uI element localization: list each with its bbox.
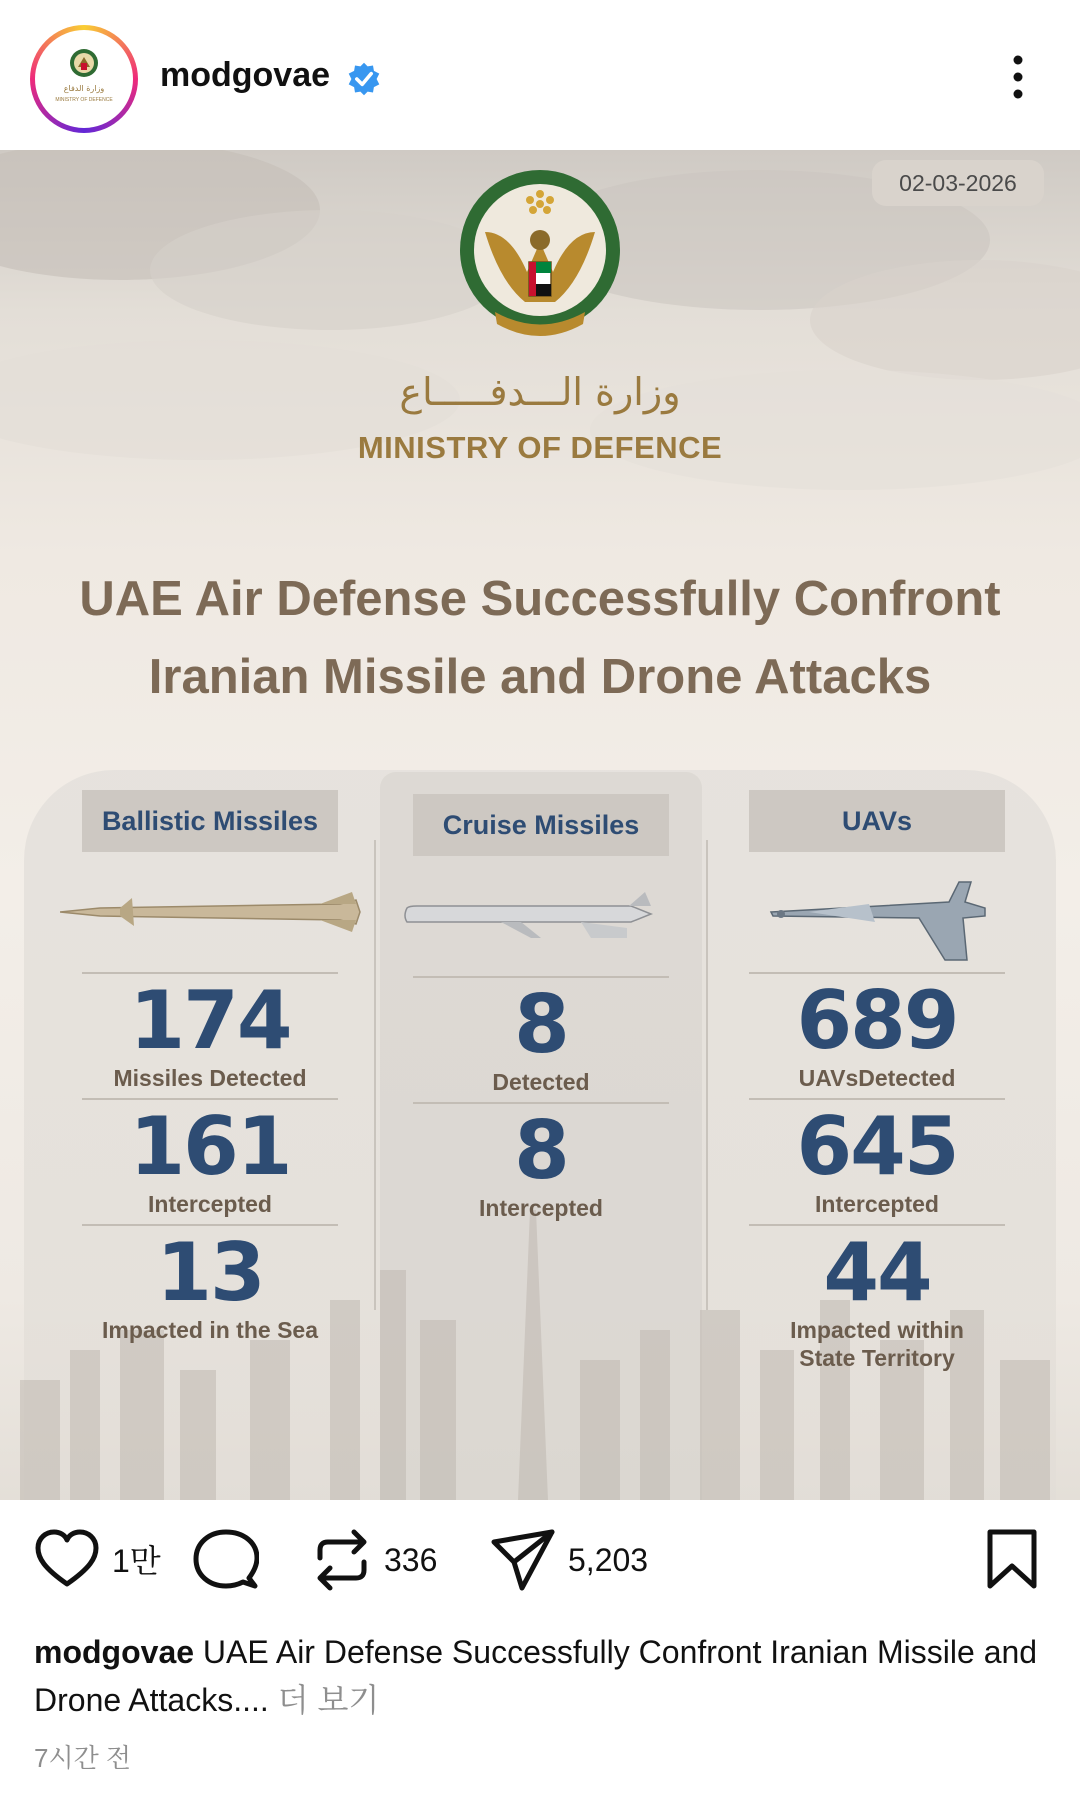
ballistic-missile-image xyxy=(82,852,338,972)
column-divider xyxy=(374,840,376,1310)
stat-block xyxy=(82,972,338,1098)
heart-icon xyxy=(34,1528,100,1590)
ministry-title: MINISTRY OF DEFENCE xyxy=(357,430,723,465)
stat-value: 645 xyxy=(796,1100,958,1193)
verified-icon xyxy=(346,61,382,97)
action-bar xyxy=(0,1500,1080,1630)
comment-button[interactable] xyxy=(193,1528,259,1592)
ministry-emblem xyxy=(455,162,625,352)
stat-label: Missiles Detected xyxy=(113,1065,307,1091)
column-divider xyxy=(706,840,708,1310)
stat-value: 161 xyxy=(129,1100,291,1193)
post-header xyxy=(0,0,1080,150)
stat-value: 44 xyxy=(823,1226,931,1319)
stat-label: Impacted within State Territory xyxy=(790,1317,964,1371)
arabic-title: وزارة الـــدفـــــاع xyxy=(399,370,681,414)
stat-label: Intercepted xyxy=(479,1195,603,1221)
more-icon[interactable] xyxy=(1000,52,1036,102)
stat-value: 174 xyxy=(129,974,291,1067)
stat-label: Intercepted xyxy=(148,1191,272,1217)
stat-block xyxy=(749,972,1005,1098)
more-link[interactable]: 더 보기 xyxy=(268,1682,380,1718)
stat-value: 13 xyxy=(156,1226,264,1319)
stat-block xyxy=(413,976,669,1102)
svg-text:وزارة الدفاع: وزارة الدفاع xyxy=(63,84,105,93)
avatar-image xyxy=(35,30,133,128)
stat-value: 8 xyxy=(514,1104,568,1197)
stat-label: UAVsDetected xyxy=(798,1065,956,1091)
column-title: UAVs xyxy=(749,790,1005,852)
svg-text:MINISTRY OF DEFENCE: MINISTRY OF DEFENCE xyxy=(55,97,113,103)
uav-drone-image xyxy=(749,852,1005,972)
username[interactable]: modgovae xyxy=(160,56,331,94)
avatar[interactable] xyxy=(30,25,138,133)
caption-text: UAE Air Defense Successfully Confront Iranian Missile and Drone Attacks.... xyxy=(34,1634,1038,1718)
share-button[interactable] xyxy=(490,1528,648,1592)
post-headline: UAE Air Defense Successfully Confront Iranian Missile and Drone Attacks xyxy=(79,572,1001,704)
repost-count: 336 xyxy=(384,1541,438,1578)
stat-block xyxy=(749,1224,1005,1374)
post-image[interactable] xyxy=(0,150,1080,1500)
column-ballistic-missiles xyxy=(82,790,338,1350)
comment-icon xyxy=(193,1528,259,1592)
column-title: Ballistic Missiles xyxy=(82,790,338,852)
bookmark-button[interactable] xyxy=(986,1528,1038,1590)
post-timestamp: 7시간 전 xyxy=(34,1743,132,1773)
like-count: 1만 xyxy=(112,1543,161,1579)
stat-value: 8 xyxy=(514,978,568,1071)
column-uavs xyxy=(749,790,1005,1374)
repost-button[interactable] xyxy=(312,1528,437,1592)
stat-label: Impacted in the Sea xyxy=(101,1317,318,1343)
stat-block xyxy=(749,1098,1005,1224)
share-icon xyxy=(490,1528,556,1592)
cruise-missile-image xyxy=(413,856,669,976)
column-cruise-missiles xyxy=(413,794,669,1228)
column-title: Cruise Missiles xyxy=(413,794,669,856)
stat-block xyxy=(82,1224,338,1350)
share-count: 5,203 xyxy=(568,1541,649,1578)
stat-block xyxy=(413,1102,669,1228)
stat-label: Detected xyxy=(492,1069,590,1095)
stat-block xyxy=(82,1098,338,1224)
like-button[interactable] xyxy=(34,1528,161,1590)
date-badge: 02-03-2026 xyxy=(872,160,1044,206)
stat-label: Intercepted xyxy=(815,1191,939,1217)
post-caption xyxy=(34,1628,1044,1724)
caption-username[interactable]: modgovae xyxy=(34,1634,195,1670)
bookmark-icon xyxy=(986,1528,1038,1590)
repost-icon xyxy=(312,1528,372,1592)
stat-value: 689 xyxy=(796,974,958,1067)
